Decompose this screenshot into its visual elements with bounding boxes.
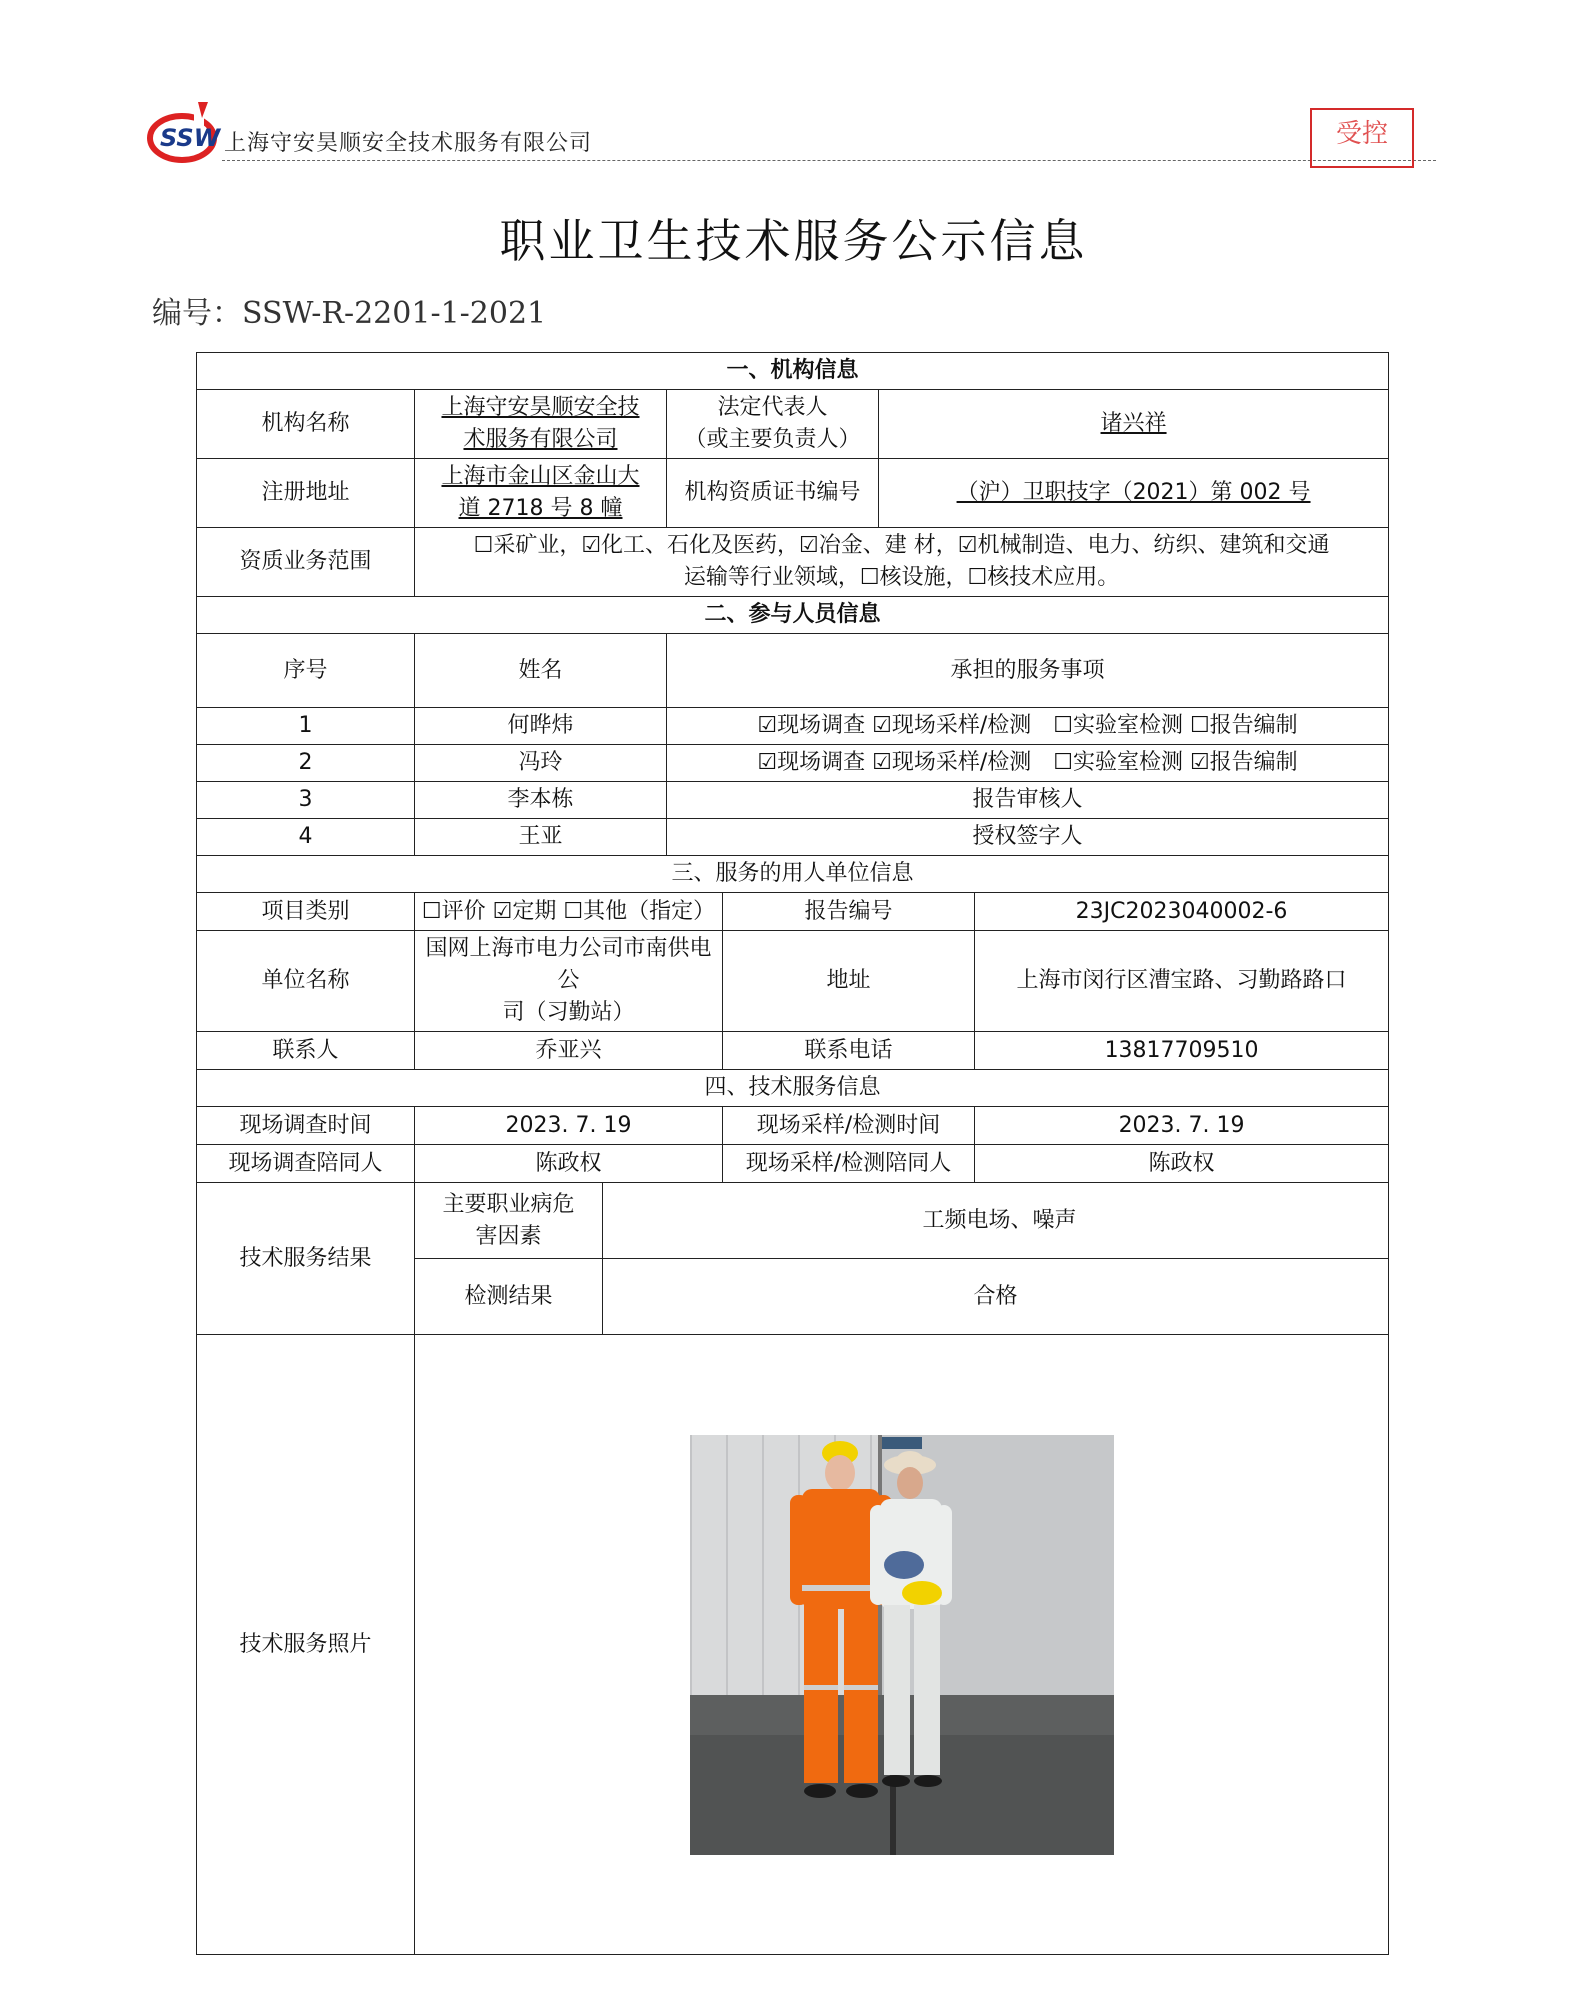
sample-time-label: 现场采样/检测时间 [723,1107,975,1145]
staff-items: 授权签字人 [667,819,1389,856]
legal-rep-value: 诸兴祥 [879,390,1389,459]
scope-value: ☐采矿业，☑化工、石化及医药，☑冶金、建 材，☑机械制造、电力、纺织、建筑和交通 运输等行业领域，☐核设施，☐核技术应用。 [415,528,1389,597]
col-name-header: 姓名 [415,634,667,708]
phone-value: 13817709510 [975,1032,1389,1070]
test-result-value: 合格 [603,1259,1389,1335]
section-client-heading: 三、服务的用人单位信息 [197,856,1389,893]
reg-address-label: 注册地址 [197,459,415,528]
unit-address-value: 上海市闵行区漕宝路、习勤路路口 [975,931,1389,1032]
staff-items: 报告审核人 [667,782,1389,819]
page-title: 职业卫生技术服务公示信息 [499,214,1088,268]
category-value: ☐评价 ☑定期 ☐其他（指定） [415,893,723,931]
report-number-label: 报告编号 [723,893,975,931]
table-row [197,745,1389,782]
sample-time-value: 2023. 7. 19 [975,1107,1389,1145]
scope-label: 资质业务范围 [197,528,415,597]
result-label: 技术服务结果 [197,1183,415,1335]
col-items-header: 承担的服务事项 [667,634,1389,708]
section-org-heading: 一、机构信息 [197,353,1389,390]
category-label: 项目类别 [197,893,415,931]
staff-name: 王亚 [415,819,667,856]
survey-companion-value: 陈政权 [415,1145,723,1183]
service-photo [690,1435,1114,1855]
org-name-value: 上海守安昊顺安全技 术服务有限公司 [415,390,667,459]
report-number-value: 23JC2023040002-6 [975,893,1389,931]
unit-name-label: 单位名称 [197,931,415,1032]
photo-cell [415,1335,1389,1955]
test-result-label: 检测结果 [415,1259,603,1335]
doc-number-label: 编号： [152,296,242,331]
header-divider [222,160,1436,161]
company-name: 上海守安昊顺安全技术服务有限公司 [224,131,593,156]
staff-name: 冯玲 [415,745,667,782]
cert-number-value: （沪）卫职技字（2021）第 002 号 [879,459,1389,528]
col-no-header: 序号 [197,634,415,708]
photo-label: 技术服务照片 [197,1335,415,1955]
survey-companion-label: 现场调查陪同人 [197,1145,415,1183]
contact-label: 联系人 [197,1032,415,1070]
table-row [197,708,1389,745]
company-logo-icon [146,100,226,164]
hazard-label: 主要职业病危 害因素 [415,1183,603,1259]
section-service-heading: 四、技术服务信息 [197,1070,1389,1107]
reg-address-value: 上海市金山区金山大 道 2718 号 8 幢 [415,459,667,528]
unit-name-value: 国网上海市电力公司市南供电公 司（习勤站） [415,931,723,1032]
document-number [152,288,546,332]
staff-no: 3 [197,782,415,819]
staff-no: 1 [197,708,415,745]
sample-companion-label: 现场采样/检测陪同人 [723,1145,975,1183]
svg-text:SSW: SSW [160,124,221,152]
staff-items: ☑现场调查 ☑现场采样/检测 ☐实验室检测 ☑报告编制 [667,745,1389,782]
org-name-label: 机构名称 [197,390,415,459]
contact-value: 乔亚兴 [415,1032,723,1070]
staff-no: 4 [197,819,415,856]
staff-name: 李本栋 [415,782,667,819]
disclosure-form [196,352,1389,1955]
survey-time-label: 现场调查时间 [197,1107,415,1145]
legal-rep-label: 法定代表人 （或主要负责人） [667,390,879,459]
sample-companion-value: 陈政权 [975,1145,1389,1183]
staff-no: 2 [197,745,415,782]
staff-items: ☑现场调查 ☑现场采样/检测 ☐实验室检测 ☐报告编制 [667,708,1389,745]
doc-number-value: SSW-R-2201-1-2021 [242,296,547,331]
table-row [197,819,1389,856]
unit-address-label: 地址 [723,931,975,1032]
table-row [197,782,1389,819]
phone-label: 联系电话 [723,1032,975,1070]
survey-time-value: 2023. 7. 19 [415,1107,723,1145]
section-staff-heading: 二、参与人员信息 [197,597,1389,634]
controlled-stamp: 受控 [1310,108,1414,168]
cert-number-label: 机构资质证书编号 [667,459,879,528]
hazard-value: 工频电场、噪声 [603,1183,1389,1259]
page-header [146,94,1436,164]
staff-name: 何晔炜 [415,708,667,745]
